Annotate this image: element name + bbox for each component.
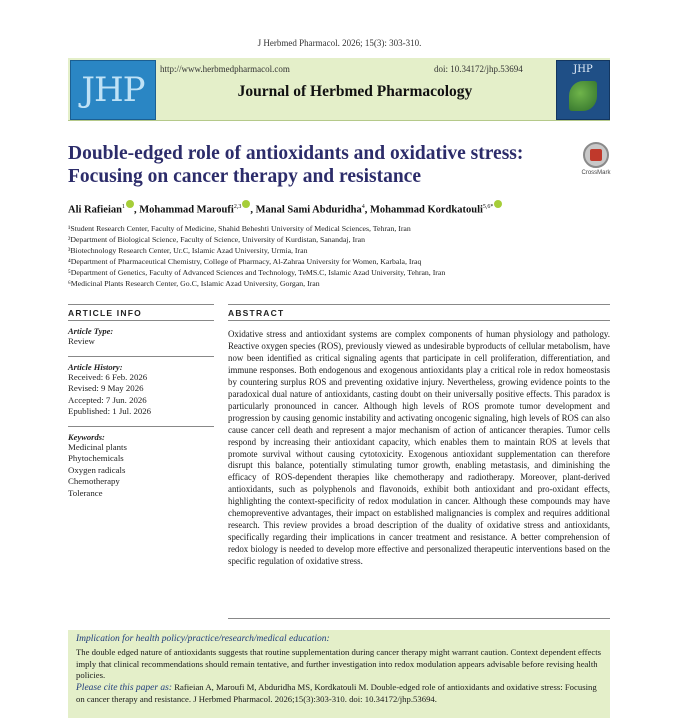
keyword: Oxygen radicals (68, 464, 126, 475)
article-type-value: Review (68, 336, 95, 346)
author-name: Mohammad Kordkatouli (370, 204, 483, 216)
affiliation: ¹Student Research Center, Faculty of Medicine, Shahid Beheshti University of Medical Sciences, Tehran, Iran (68, 224, 411, 233)
epublished-date: Epublished: 1 Jul. 2026 (68, 406, 152, 416)
article-type-label: Article Type: (68, 326, 114, 336)
journal-logo-text: JHP (81, 70, 145, 110)
article-title-line-1: Double-edged role of antioxidants and oxidative stress: (68, 143, 524, 164)
abstract-divider (228, 320, 610, 321)
keyword: Tolerance (68, 487, 103, 498)
keyword: Phytochemicals (68, 453, 124, 463)
keywords-label: Keywords: (68, 431, 105, 442)
journal-logo (70, 60, 156, 120)
abstract-text: Oxidative stress and antioxidant systems are complex components of human physiology and pathology. Reactive oxygen species (ROS), previously viewed as undesirable byproducts of cellular metabolism, have now been identified as critical signaling agents that participate in cell proliferation, differentiation, and immune responses. Both endogenous and exogenous antioxidants play a critical role in redox homeostasis by countering surplus ROS and preventing oxidative injury. Nevertheless, growing evidence points to the paradoxical dual nature of antioxidants, casting doubt on their universally positive effects. This paradox is particularly pronounced in cancer. Although high levels of ROS promote tumor development and progression by causing genomic instability and activating oncogenic signaling, high levels of ROS can also cause cancer cell death and represent a major mechanism of action of anticancer therapies. Tumor cells respond by increasing their antioxidant capacity, which enables them to maintain ROS at levels that promote survival without causing cytotoxicity. Exogenous antioxidant supplementation can therefore disrupt this balance, potentially stimulating tumor growth, enabling metastasis, and diminishing the efficacy of ROS-dependent therapies like chemotherapy and radiotherapy. Moreover, plant-derived antioxidants, such as polyphenols and flavonoids, exhibit both antioxidant and pro-oxidant effects, highlighting the context-specificity of redox modulation in cancer. Although these compounds may have chemopreventive advantages, their impact on established malignancies is complex and requires additional research. This review provides a broad description of the duality of oxidative stress and antioxidants, specifically regarding their implications in cancer treatment and resistance. A better comprehension of redox biology is needed to develop more effective and personalized therapeutic interventions based on the specific regulation of oxidative stress. (228, 329, 610, 567)
journal-cover-thumbnail (556, 60, 610, 120)
received-date: Received: 6 Feb. 2026 (68, 371, 148, 382)
accepted-date: Accepted: 7 Jun. 2026 (68, 394, 147, 405)
info-divider-top (68, 304, 214, 305)
article-title (68, 142, 568, 188)
author-name: Manal Sami Abduridha (255, 204, 362, 216)
leaf-icon (569, 81, 597, 111)
journal-citation: J Herbmed Pharmacol. 2026; 15(3): 303-310. (257, 38, 422, 48)
crossmark-icon (583, 142, 609, 168)
abstract-heading: ABSTRACT (228, 308, 285, 318)
keyword: Medicinal plants (68, 441, 127, 452)
article-info-heading: ARTICLE INFO (68, 308, 142, 318)
abstract-divider-bottom (228, 618, 610, 619)
affiliation: ⁶Medicinal Plants Research Center, Go.C, Islamic Azad University, Gorgan, Iran (68, 279, 320, 288)
cite-label: Please cite this paper as: (76, 682, 173, 693)
keyword: Chemotherapy (68, 476, 120, 486)
doi-link[interactable]: doi: 10.34172/jhp.53694 (434, 64, 523, 74)
affiliation: ³Biotechnology Research Center, Ur.C, Islamic Azad University, Urmia, Iran (68, 246, 308, 255)
journal-name: Journal of Herbmed Pharmacology (237, 83, 473, 100)
article-title-line-2: Focusing on cancer therapy and resistance (68, 166, 421, 187)
cite-text: Rafieian A, Maroufi M, Abduridha MS, Kordkatouli M. Double-edged role of antioxidants and oxidative stress: Focusing on cancer therapy and resistance. J Herbmed Pharmacol. 2026;15(3):303-310. doi: 10.34172/jhp.53694. (76, 681, 597, 704)
implication-body (76, 647, 602, 706)
author-name: Ali Rafieian (68, 204, 122, 216)
crossmark-label: CrossMark (581, 170, 611, 176)
author-name: Mohammad Maroufi (139, 204, 234, 216)
implication-text: The double edged nature of antioxidants suggests that routine supplementation during cancer therapy might warrant caution. Context dependent effects imply that clinical recommendations should remain tentative, and further investigation into redox modulation appears advisable before revising health policies. (76, 647, 602, 680)
affiliation: ⁵Department of Genetics, Faculty of Advanced Sciences and Technology, TeMS.C, Islamic Azad University, Tehran, Iran (68, 268, 446, 277)
author-list: Ali Rafieian$^1$ , Mohammad Maroufi$^{2,3}$ , Manal Sami Abduridha$^4$, Mohammad Kordkatouli$^{5,6*}$ (68, 200, 628, 216)
article-history-label: Article History: (68, 361, 123, 372)
orcid-icon[interactable] (242, 200, 250, 208)
orcid-icon[interactable] (126, 200, 134, 208)
affiliation: ²Department of Biological Science, Faculty of Science, University of Kurdistan, Sanandaj, Iran (68, 235, 366, 244)
implication-heading: Implication for health policy/practice/research/medical education: (76, 634, 330, 644)
article-info-panel (68, 326, 218, 499)
abstract-divider-top (228, 304, 610, 305)
cover-label: JHP (573, 64, 593, 75)
revised-date: Revised: 9 May 2026 (68, 383, 144, 393)
journal-url-link[interactable]: http://www.herbmedpharmacol.com (160, 64, 290, 74)
orcid-icon[interactable] (494, 200, 502, 208)
affiliation: ⁴Department of Pharmaceutical Chemistry, College of Pharmacy, Al-Zahraa University for Women, Karbala, Iraq (68, 257, 422, 266)
info-divider (68, 320, 214, 321)
crossmark-badge[interactable] (578, 142, 614, 182)
implication-box (68, 630, 610, 718)
